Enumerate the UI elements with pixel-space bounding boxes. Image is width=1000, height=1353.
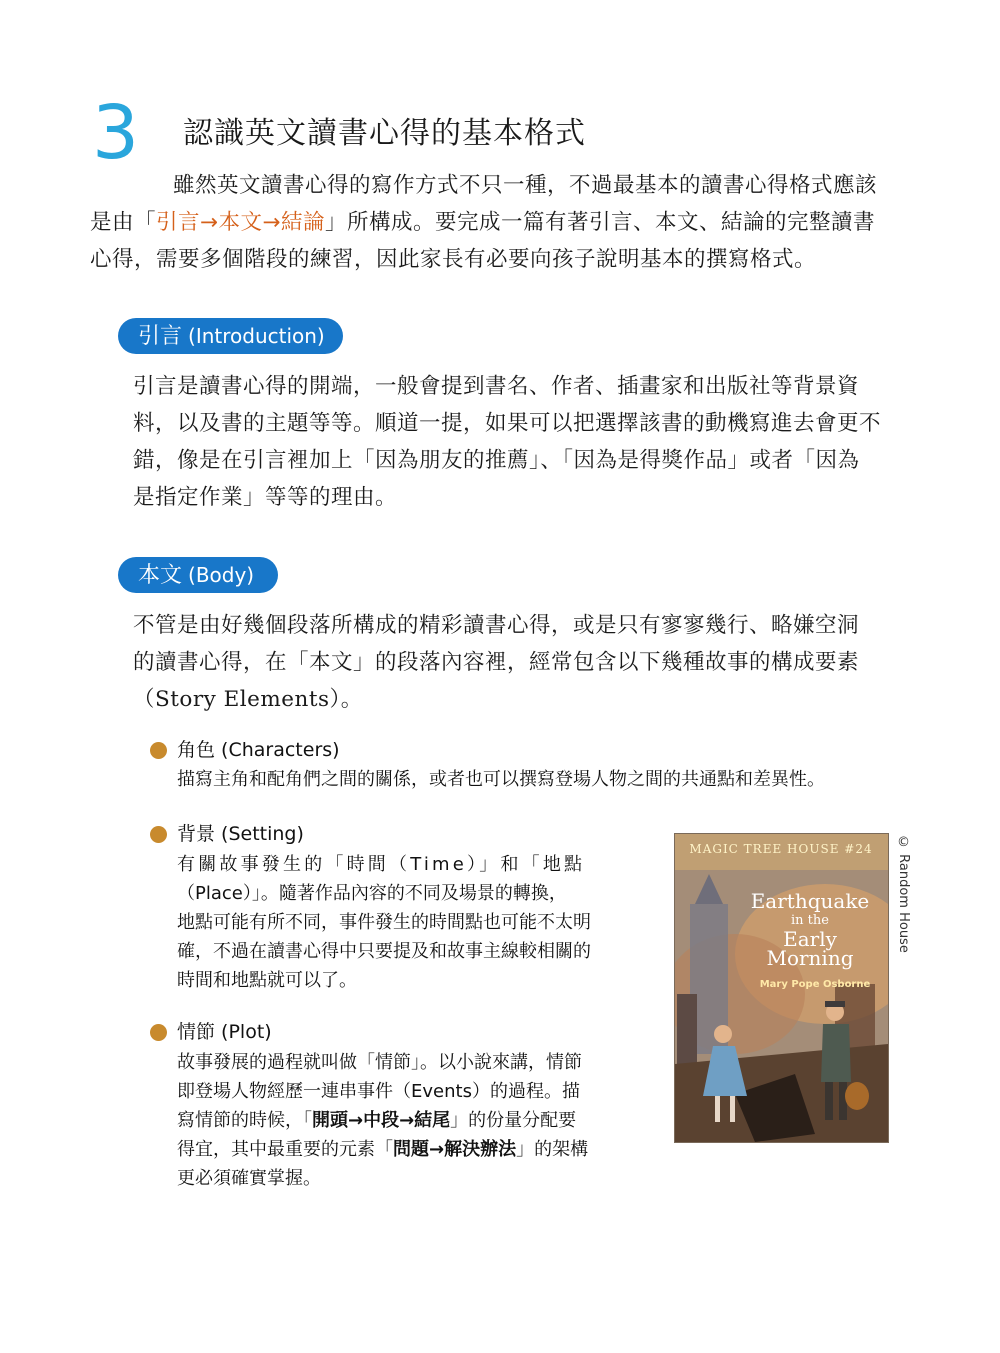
intro-line-3: 心得，需要多個階段的練習，因此家長有必要向孩子說明基本的撰寫格式。: [90, 247, 817, 272]
plot-structure-highlight: 開頭→中段→結尾: [312, 1110, 451, 1131]
book-cover-image: [674, 833, 889, 1143]
setting-line-4: 確，不過在讀書心得中只要提及和故事主線較相關的: [177, 941, 591, 962]
introduction-label: 引言 (Introduction): [118, 318, 343, 354]
characters-line-1: 描寫主角和配角們之間的關係，或者也可以撰寫登場人物之間的共通點和差異性。: [177, 769, 825, 790]
book-series: MAGIC TREE HOUSE #24: [689, 842, 873, 856]
body-line-3: （Story Elements）。: [133, 687, 363, 712]
characters-heading: 角色 (Characters): [177, 739, 340, 761]
setting-heading: 背景 (Setting): [177, 823, 304, 845]
plot-line-3: 寫情節的時候，「開頭→中段→結尾」的份量分配要: [177, 1110, 577, 1131]
plot-line-5: 更必須確實掌握。: [177, 1168, 321, 1189]
setting-line-3: 地點可能有所不同，事件發生的時間點也可能不太明: [177, 912, 591, 933]
introduction-line-4: 是指定作業」等等的理由。: [133, 485, 398, 510]
body-line-1: 不管是由好幾個段落所構成的精彩讀書心得，或是只有寥寥幾行、略嫌空洞: [133, 613, 860, 638]
introduction-line-3: 錯，像是在引言裡加上「因為朋友的推薦」、「因為是得獎作品」或者「因為: [133, 448, 860, 473]
image-credit: © Random House: [896, 835, 911, 953]
book-title: Earthquake in the Early Morning: [750, 889, 870, 970]
intro-line-1: 雖然英文讀書心得的寫作方式不只一種，不過最基本的讀書心得格式應該: [173, 173, 878, 198]
book-author: Mary Pope Osborne: [759, 979, 871, 990]
plot-heading: 情節 (Plot): [177, 1021, 272, 1043]
introduction-line-1: 引言是讀書心得的開端，一般會提到書名、作者、插畫家和出版社等背景資: [133, 374, 860, 399]
plot-line-2: 即登場人物經歷一連串事件（Events）的過程。描: [177, 1081, 580, 1102]
introduction-line-2: 料，以及書的主題等等。順道一提，如果可以把選擇該書的動機寫進去會更不: [133, 411, 882, 436]
plot-line-4: 得宜，其中最重要的元素「問題→解決辦法」的架構: [177, 1139, 589, 1160]
setting-line-1: 有關故事發生的「時間（Time）」和「地點: [177, 854, 586, 875]
setting-line-5: 時間和地點就可以了。: [177, 970, 357, 991]
section-number: 3: [92, 90, 140, 176]
setting-line-2: （Place）」。隨著作品內容的不同及場景的轉換，: [177, 883, 567, 904]
plot-problem-highlight: 問題→解決辦法: [393, 1139, 517, 1160]
plot-bullet-icon: [150, 1024, 167, 1041]
setting-bullet-icon: [150, 826, 167, 843]
body-line-2: 的讀書心得，在「本文」的段落內容裡，經常包含以下幾種故事的構成要素: [133, 650, 860, 675]
characters-bullet-icon: [150, 742, 167, 759]
section-title: 認識英文讀書心得的基本格式: [183, 116, 586, 151]
intro-line-2: 是由「引言→本文→結論」所構成。要完成一篇有著引言、本文、結論的完整讀書: [90, 210, 876, 235]
body-label: 本文 (Body): [118, 557, 278, 593]
plot-line-1: 故事發展的過程就叫做「情節」。以小說來講，情節: [177, 1052, 582, 1073]
format-highlight: 引言→本文→結論: [156, 210, 326, 235]
